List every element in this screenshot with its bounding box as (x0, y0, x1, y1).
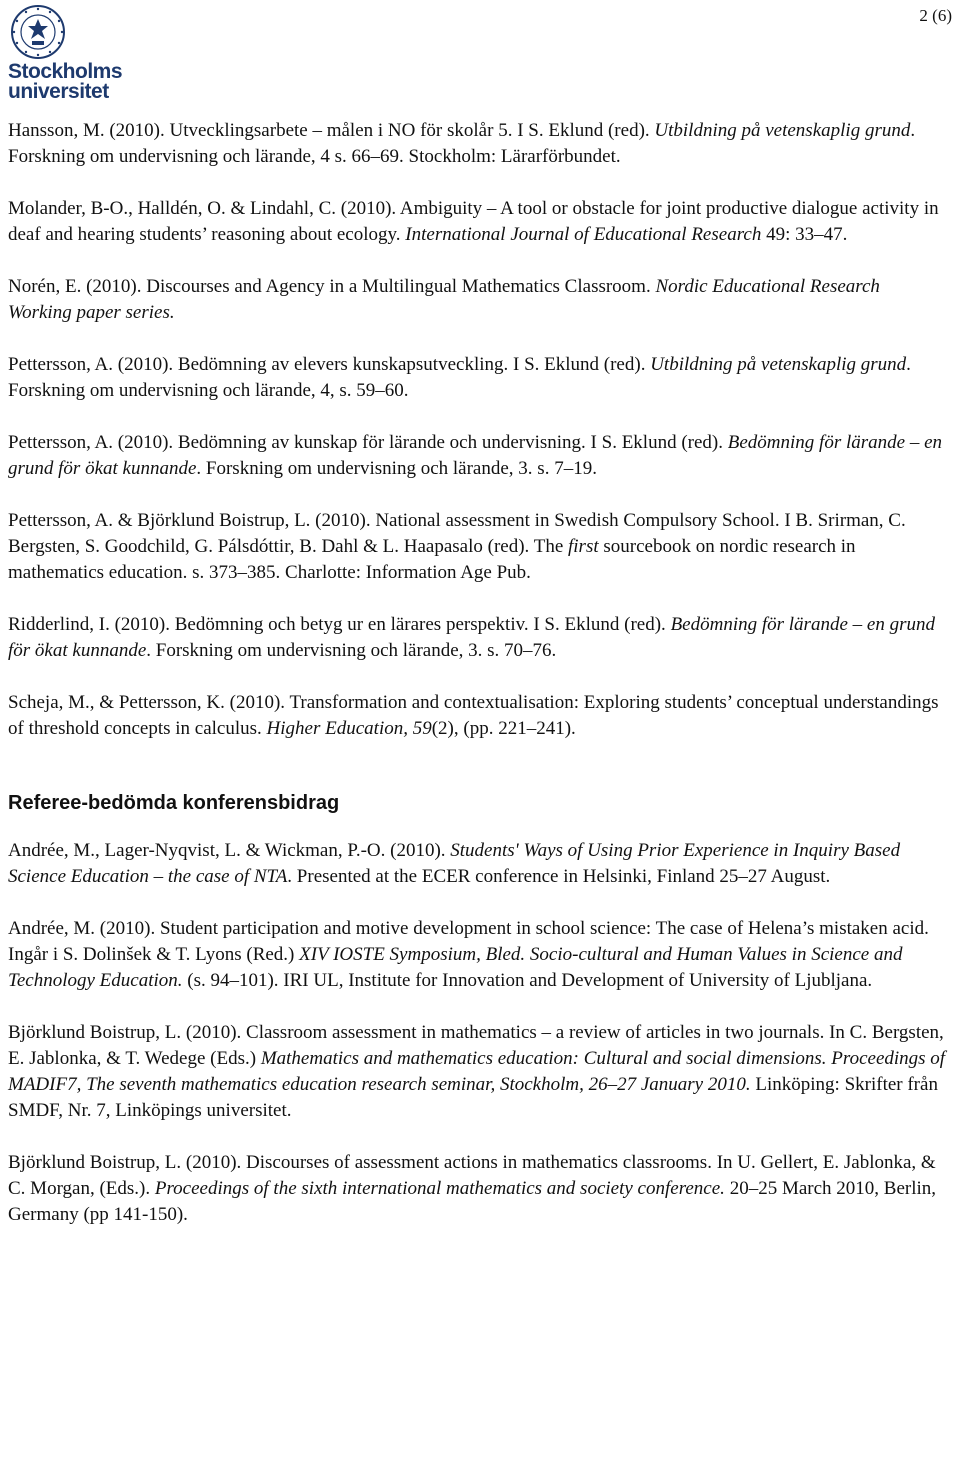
reference-plain-text: 20–25 March 2010, Berlin, Germany (pp 141-150). (8, 1178, 937, 1225)
reference-italic-text: Nordic Educational Research Working paper series. (8, 276, 880, 323)
reference-entry (8, 612, 948, 664)
reference-plain-text: Linköping: Skrifter från SMDF, Nr. 7, Linköpings universitet. (8, 1074, 938, 1121)
reference-plain-text: Pettersson, A. (2010). Bedömning av kunskap för lärande och undervisning. I S. Eklund (red). (8, 432, 728, 453)
reference-text (8, 1020, 948, 1124)
university-seal-icon (8, 4, 68, 60)
reference-text (8, 118, 948, 170)
reference-entry (8, 916, 948, 994)
page-number: 2 (6) (919, 6, 952, 25)
reference-plain-text: (2), (pp. 221–241). (431, 718, 576, 739)
conference-reference-list (8, 838, 948, 1228)
reference-plain-text: 49: 33–47. (761, 224, 848, 245)
reference-plain-text: Norén, E. (2010). Discourses and Agency in a Multilingual Mathematics Classroom. (8, 276, 656, 297)
reference-entry (8, 838, 948, 890)
reference-entry (8, 690, 948, 742)
reference-text (8, 612, 948, 664)
reference-text (8, 196, 948, 248)
reference-entry (8, 508, 948, 586)
reference-plain-text: . Forskning om undervisning och lärande, 4 s. 66–69. Stockholm: Lärarförbundet. (8, 120, 916, 167)
logo-text-line2: universitet (8, 80, 109, 103)
reference-text (8, 916, 948, 994)
reference-text (8, 690, 948, 742)
reference-text (8, 352, 948, 404)
document-body (8, 118, 948, 1254)
reference-entry (8, 352, 948, 404)
reference-italic-text: Students' Ways of Using Prior Experience in Inquiry Based Science Education – the case of NTA (8, 840, 901, 887)
reference-plain-text: Andrée, M., Lager-Nyqvist, L. & Wickman, P.-O. (2010). (8, 840, 451, 861)
reference-italic-text: Utbildning på vetenskaplig grund (650, 354, 907, 375)
reference-italic-text: first (568, 536, 599, 557)
section-heading: Referee-bedömda konferensbidrag (8, 792, 340, 814)
reference-text (8, 508, 948, 586)
reference-plain-text: Andrée, M. (2010). Student participation and motive development in school science: The case of Helena’s mistaken acid. Ingår i S. Dolinšek & T. Lyons (Red.) (8, 918, 929, 965)
logo-text-line1: Stockholms (8, 60, 123, 83)
reference-plain-text: Björklund Boistrup, L. (2010). Classroom assessment in mathematics – a review of articles in two journals. In C. Bergsten, E. Jablonka, & T. Wedege (Eds.) (8, 1022, 944, 1069)
reference-italic-text: Proceedings of the sixth international mathematics and society conference. (154, 1178, 725, 1199)
reference-italic-text: Higher Education, 59 (266, 718, 432, 739)
reference-plain-text: . Forskning om undervisning och lärande, 3. s. 70–76. (146, 640, 557, 661)
reference-italic-text: XIV IOSTE Symposium, Bled. Socio-cultural and Human Values in Science and Technology Education. (8, 944, 903, 991)
reference-italic-text: Mathematics and mathematics education: Cultural and social dimensions. Proceedings of MADIF7, The seventh mathematics education research seminar, Stockholm, 26–27 January 2010. (8, 1048, 946, 1095)
reference-text (8, 274, 948, 326)
reference-text (8, 1150, 948, 1228)
reference-plain-text: Molander, B-O., Halldén, O. & Lindahl, C. (2010). Ambiguity – A tool or obstacle for joint productive dialogue activity in deaf and hearing students’ reasoning about ecology. (8, 198, 939, 245)
reference-italic-text: Bedömning för lärande – en grund för ökat kunnande (8, 614, 935, 661)
reference-italic-text: International Journal of Educational Research (405, 224, 762, 245)
reference-plain-text: . Presented at the ECER conference in Helsinki, Finland 25–27 August. (287, 866, 831, 887)
reference-plain-text: Hansson, M. (2010). Utvecklingsarbete – målen i NO för skolår 5. I S. Eklund (red). (8, 120, 655, 141)
reference-plain-text: sourcebook on nordic research in mathematics education. s. 373–385. Charlotte: Information Age Pub. (8, 536, 856, 583)
reference-plain-text: Pettersson, A. & Björklund Boistrup, L. (2010). National assessment in Swedish Compulsory School. I B. Srirman, C. Bergsten, S. Goodchild, G. Pálsdóttir, B. Dahl & L. Haapasalo (red). The (8, 510, 906, 557)
reference-entry (8, 118, 948, 170)
reference-plain-text: Ridderlind, I. (2010). Bedömning och betyg ur en lärares perspektiv. I S. Eklund (red). (8, 614, 671, 635)
reference-plain-text: Björklund Boistrup, L. (2010). Discourses of assessment actions in mathematics classrooms. In U. Gellert, E. Jablonka, & C. Morgan, (Eds.). (8, 1152, 936, 1199)
reference-list (8, 118, 948, 742)
reference-plain-text: Pettersson, A. (2010). Bedömning av elevers kunskapsutveckling. I S. Eklund (red). (8, 354, 651, 375)
reference-text (8, 430, 948, 482)
reference-plain-text: Scheja, M., & Pettersson, K. (2010). Transformation and contextualisation: Exploring students’ conceptual understandings of threshold concepts in calculus. (8, 692, 939, 739)
university-logo (8, 4, 138, 103)
reference-entry (8, 1150, 948, 1228)
reference-text (8, 838, 948, 890)
reference-plain-text: . Forskning om undervisning och lärande, 3. s. 7–19. (196, 458, 597, 479)
reference-plain-text: . Forskning om undervisning och lärande, 4, s. 59–60. (8, 354, 911, 401)
reference-italic-text: Bedömning för lärande – en grund för ökat kunnande (8, 432, 943, 479)
reference-entry (8, 430, 948, 482)
reference-entry (8, 1020, 948, 1124)
reference-entry (8, 196, 948, 248)
reference-italic-text: Utbildning på vetenskaplig grund (654, 120, 911, 141)
reference-entry (8, 274, 948, 326)
reference-plain-text: (s. 94–101). IRI UL, Institute for Innovation and Development of University of Ljubljana. (182, 970, 873, 991)
